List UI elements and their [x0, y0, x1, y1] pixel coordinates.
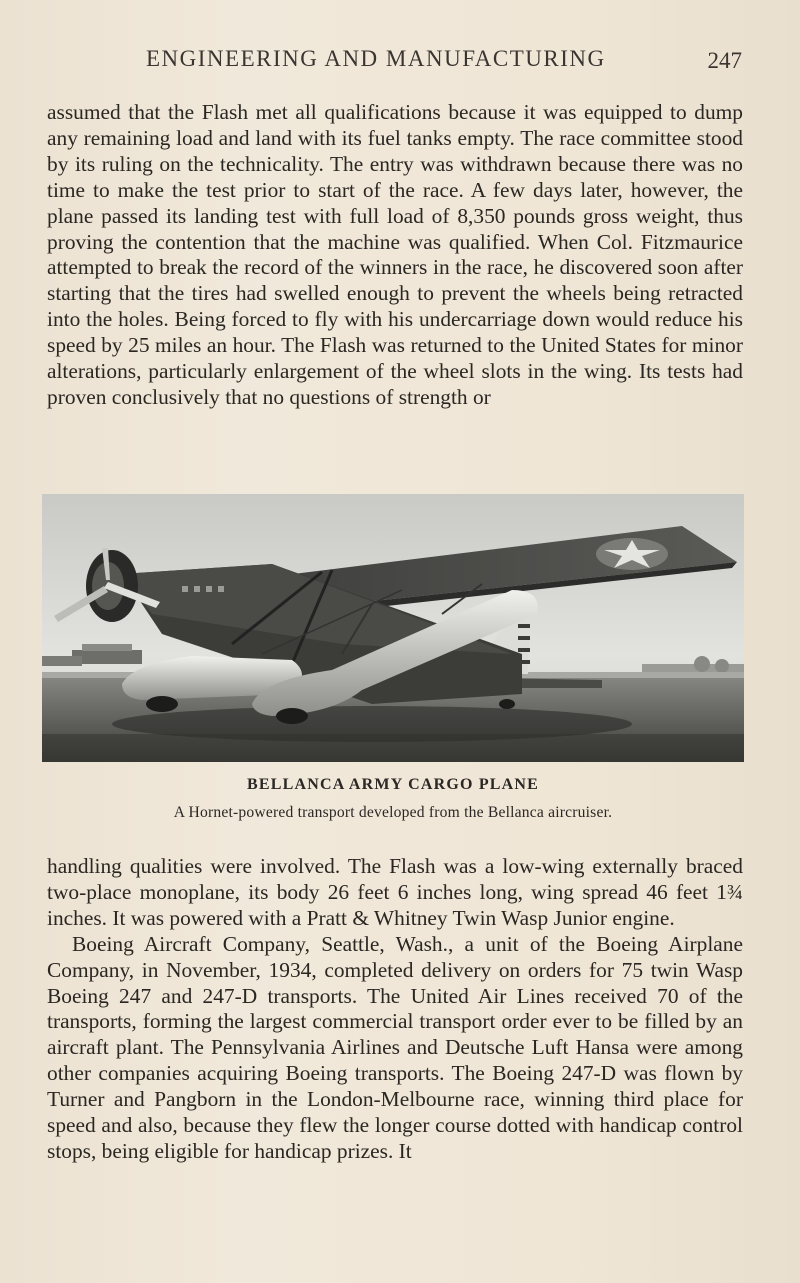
running-head: [46, 46, 746, 76]
running-title: ENGINEERING AND MANUFACTURING: [146, 46, 606, 71]
figure-caption-text: A Hornet-powered transport developed from the Bellanca aircruiser.: [173, 804, 613, 821]
figure-caption-title: BELLANCA ARMY CARGO PLANE: [246, 776, 540, 793]
paragraph-continued: assumed that the Flash met all qualifications because it was equipped to dump any remaining load and land with its fuel tanks empty. The race committee stood by its ruling on the technicality. The entry was withdrawn because there was no time to make the test prior to start of the race. A few days later, however, the plane passed its landing test with full load of 8,350 pounds gross weight, thus proving the contention that the machine was qualified. When Col. Fitzmaurice attempted to break the record of the winners in the race, he discovered soon after starting that the tires had swelled enough to prevent the wheels being retracted into the holes. Being forced to fly with his undercarriage down would reduce his speed by 25 miles an hour. The Flash was returned to the United States for minor alterations, particularly enlargement of the wheel slots in the wing. Its tests had proven conclusively that no questions of strength or: [47, 100, 743, 409]
body-text-bottom: [47, 854, 743, 1165]
plane-photo-illustration: [42, 494, 744, 762]
photo-bellanca-plane: [42, 494, 744, 762]
page-number: 247: [707, 48, 742, 73]
paragraph-boeing: Boeing Aircraft Company, Seattle, Wash., a unit of the Boeing Airplane Company, in November, 1934, completed delivery on orders for 75 twin Wasp Boeing 247 and 247-D transports. The United Air Lines received 70 of the transports, forming the largest commercial transport order ever to be filled by an aircraft plant. The Pennsylvania Airlines and Deutsche Luft Hansa were among other companies acquiring Boeing transports. The Boeing 247-D was flown by Turner and Pangborn in the London-Melbourne race, winning third place for speed and also, because they flew the longer course dotted with handicap control stops, being eligible for handicap prizes. It: [47, 931, 743, 1163]
paragraph-flash: handling qualities were involved. The Flash was a low-wing externally braced two-place monoplane, its body 26 feet 6 inches long, wing spread 46 feet 1¾ inches. It was powered with a Pratt & Whitney Twin Wasp Junior engine.: [47, 854, 743, 930]
body-text-top: [47, 100, 743, 411]
